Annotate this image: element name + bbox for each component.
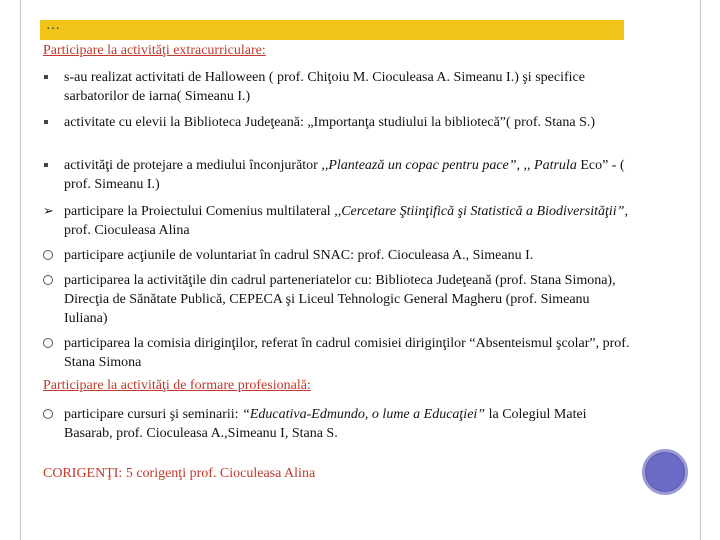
text-run: Eco” - ( prof. Simeanu I.) xyxy=(64,158,625,192)
list-item xyxy=(43,68,633,106)
title-bar xyxy=(40,20,624,40)
text-run: ,,Plantează un copac pentru pace”, ,, Patrula xyxy=(321,158,577,173)
list-item xyxy=(43,334,633,372)
text-run: s-au realizat activitati de Halloween ( prof. Chiţoiu M. Cioculeasa A. Simeanu I.) şi specifice sarbatorilor de iarna( Simeanu I.) xyxy=(64,70,585,104)
list-item xyxy=(43,202,633,240)
frame-line-right xyxy=(700,0,701,540)
page-marker-circle xyxy=(642,449,688,495)
text-run: activitate cu elevii la Biblioteca Judeţeană: „Importanţa studiului la bibliotecă”( prof. Stana S.) xyxy=(64,115,596,130)
list-item-text xyxy=(64,202,633,240)
text-run: “Educativa-Edmundo, o lume a Educaţiei” xyxy=(242,407,486,422)
text-run: participarea la activităţile din cadrul parteneriatelor cu: Biblioteca Judeţeană (prof. Stana Simona), Direcţia de Sănătate Publică, CEPECA şi Liceul Tehnologic General Magheru (prof. Simeanu Iuliana) xyxy=(64,273,616,326)
list-item-text xyxy=(64,68,633,106)
list-item-text xyxy=(64,156,633,194)
text-run: ,,Cercetare Ştiinţifică şi Statistică a Biodiversităţii” xyxy=(334,204,625,219)
text-run: participare acţiunile de voluntariat în cadrul SNAC: prof. Cioculeasa A., Simeanu I. xyxy=(64,248,534,263)
heading-extracurricular: Participare la activităţi extracurriculare: xyxy=(43,43,266,58)
list-item-text xyxy=(64,113,633,132)
text-run: la Colegiul Matei Basarab, prof. Cioculeasa A.,Simeanu I, Stana S. xyxy=(64,407,587,441)
list-item xyxy=(43,271,633,328)
corigenti-line: CORIGENŢI: 5 corigenţi prof. Cioculeasa Alina xyxy=(43,466,316,481)
text-run: activităţi de protejare a mediului înconjurător xyxy=(64,158,322,173)
list-item xyxy=(43,405,633,443)
list-item-text xyxy=(64,246,633,265)
text-run: , prof. Cioculeasa Alina xyxy=(64,204,628,238)
list-item xyxy=(43,113,633,132)
list-item-text xyxy=(64,334,633,372)
list-item xyxy=(43,246,633,265)
list-item-text xyxy=(64,271,633,328)
list-item-text xyxy=(64,405,633,443)
text-run: participare cursuri şi seminarii: xyxy=(64,407,243,422)
heading-professional-training: Participare la activităţi de formare profesională: xyxy=(43,378,311,393)
text-run: participarea la comisia diriginţilor, referat în cadrul comisiei diriginţilor “Absenteismul şcolar”, prof. Stana Simona xyxy=(64,336,630,370)
frame-line-left xyxy=(20,0,21,540)
list-item xyxy=(43,156,633,194)
title-ellipsis: … xyxy=(46,18,60,33)
text-run: participare la Proiectului Comenius multilateral xyxy=(64,204,335,219)
